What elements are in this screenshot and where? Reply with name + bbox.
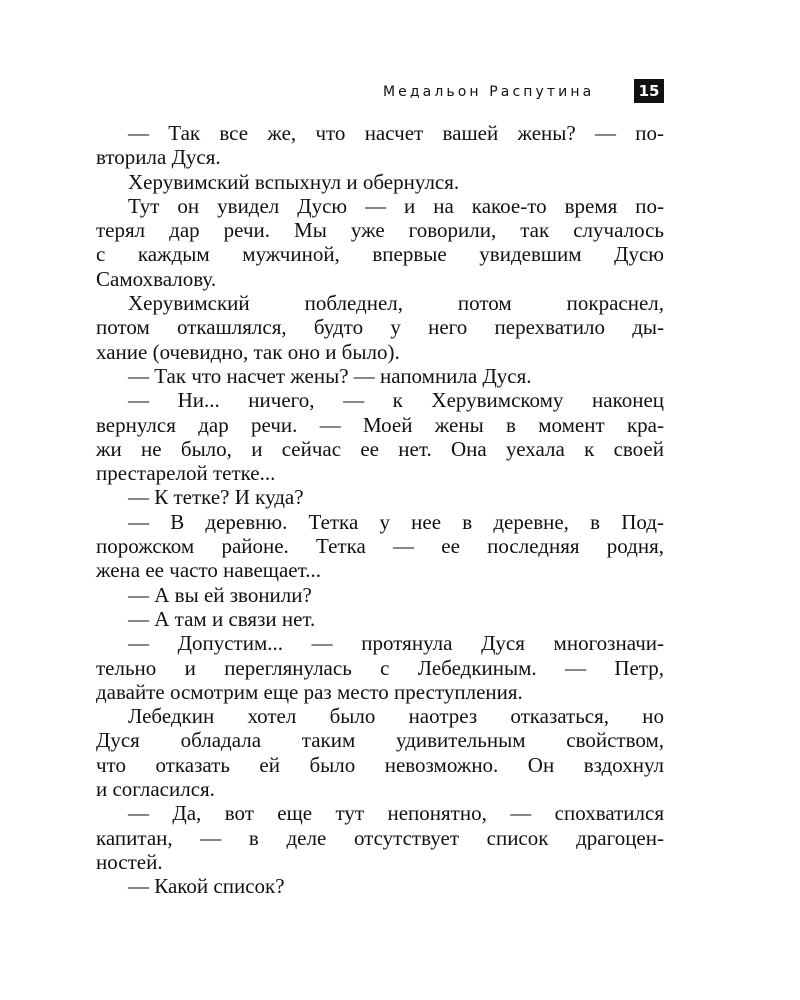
paragraph	[96, 704, 664, 801]
paragraph	[96, 583, 664, 607]
text-line: — А вы ей звонили?	[128, 582, 312, 607]
page-number: 15	[634, 79, 664, 103]
paragraph	[96, 194, 664, 291]
text-line: — Да, вот еще тут непонятно, — спохватился	[128, 801, 664, 826]
paragraph	[96, 364, 664, 388]
paragraph	[96, 510, 664, 583]
text-line: — К тетке? И куда?	[128, 485, 304, 510]
paragraph	[96, 801, 664, 874]
text-line: — А там и связи нет.	[128, 606, 316, 631]
paragraph	[96, 874, 664, 898]
paragraph	[96, 388, 664, 485]
text-line: Херувимский вспыхнул и обернулся.	[128, 169, 460, 194]
text-line: — В деревню. Тетка у нее в деревне, в Под-	[128, 509, 664, 534]
text-line: с каждым мужчиной, впервые увидевшим Дусю	[96, 242, 664, 267]
text-line: престарелой тетке...	[96, 461, 276, 486]
text-line: ностей.	[96, 849, 163, 874]
text-line: — Допустим... — протянула Дуся многозначи-	[128, 631, 664, 656]
text-line: порожском районе. Тетка — ее последняя родня,	[96, 534, 664, 559]
running-header	[383, 80, 594, 104]
text-line: Херувимский побледнел, потом покраснел,	[128, 291, 664, 316]
text-line: жи не было, и сейчас ее нет. Она уехала к своей	[96, 436, 664, 461]
paragraph	[96, 631, 664, 704]
book-text	[96, 121, 664, 899]
paragraph	[96, 607, 664, 631]
text-line: Дуся обладала таким удивительным свойством,	[96, 728, 664, 753]
text-line: Лебедкин хотел было наотрез отказаться, но	[128, 704, 664, 729]
text-line: терял дар речи. Мы уже говорили, так случалось	[96, 218, 664, 243]
paragraph	[96, 121, 664, 170]
text-line: вторила Дуся.	[96, 145, 221, 170]
text-line: потом откашлялся, будто у него перехватило ды-	[96, 315, 664, 340]
text-line: и согласился.	[96, 777, 215, 802]
text-line: — Ни... ничего, — к Херувимскому наконец	[128, 388, 664, 413]
text-line: — Так что насчет жены? — напомнила Дуся.	[128, 363, 532, 388]
text-line: жена ее часто навещает...	[96, 558, 321, 583]
text-line: Тут он увидел Дусю — и на какое-то время по-	[128, 193, 664, 218]
text-line: хание (очевидно, так оно и было).	[96, 339, 400, 364]
text-line: капитан, — в деле отсутствует список драгоцен-	[96, 825, 664, 850]
text-line: — Какой список?	[128, 874, 285, 899]
text-line: тельно и переглянулась с Лебедкиным. — Петр,	[96, 655, 664, 680]
text-line: Самохвалову.	[96, 266, 217, 291]
paragraph	[96, 170, 664, 194]
running-title: Медальон Распутина	[383, 84, 595, 100]
text-line: — Так все же, что насчет вашей жены? — по-	[128, 121, 664, 145]
text-line: давайте осмотрим еще раз место преступления.	[96, 679, 523, 704]
text-line: что отказать ей было невозможно. Он вздохнул	[96, 752, 664, 777]
paragraph	[96, 291, 664, 364]
text-line: вернулся дар речи. — Моей жены в момент кра-	[96, 412, 664, 437]
paragraph	[96, 485, 664, 509]
